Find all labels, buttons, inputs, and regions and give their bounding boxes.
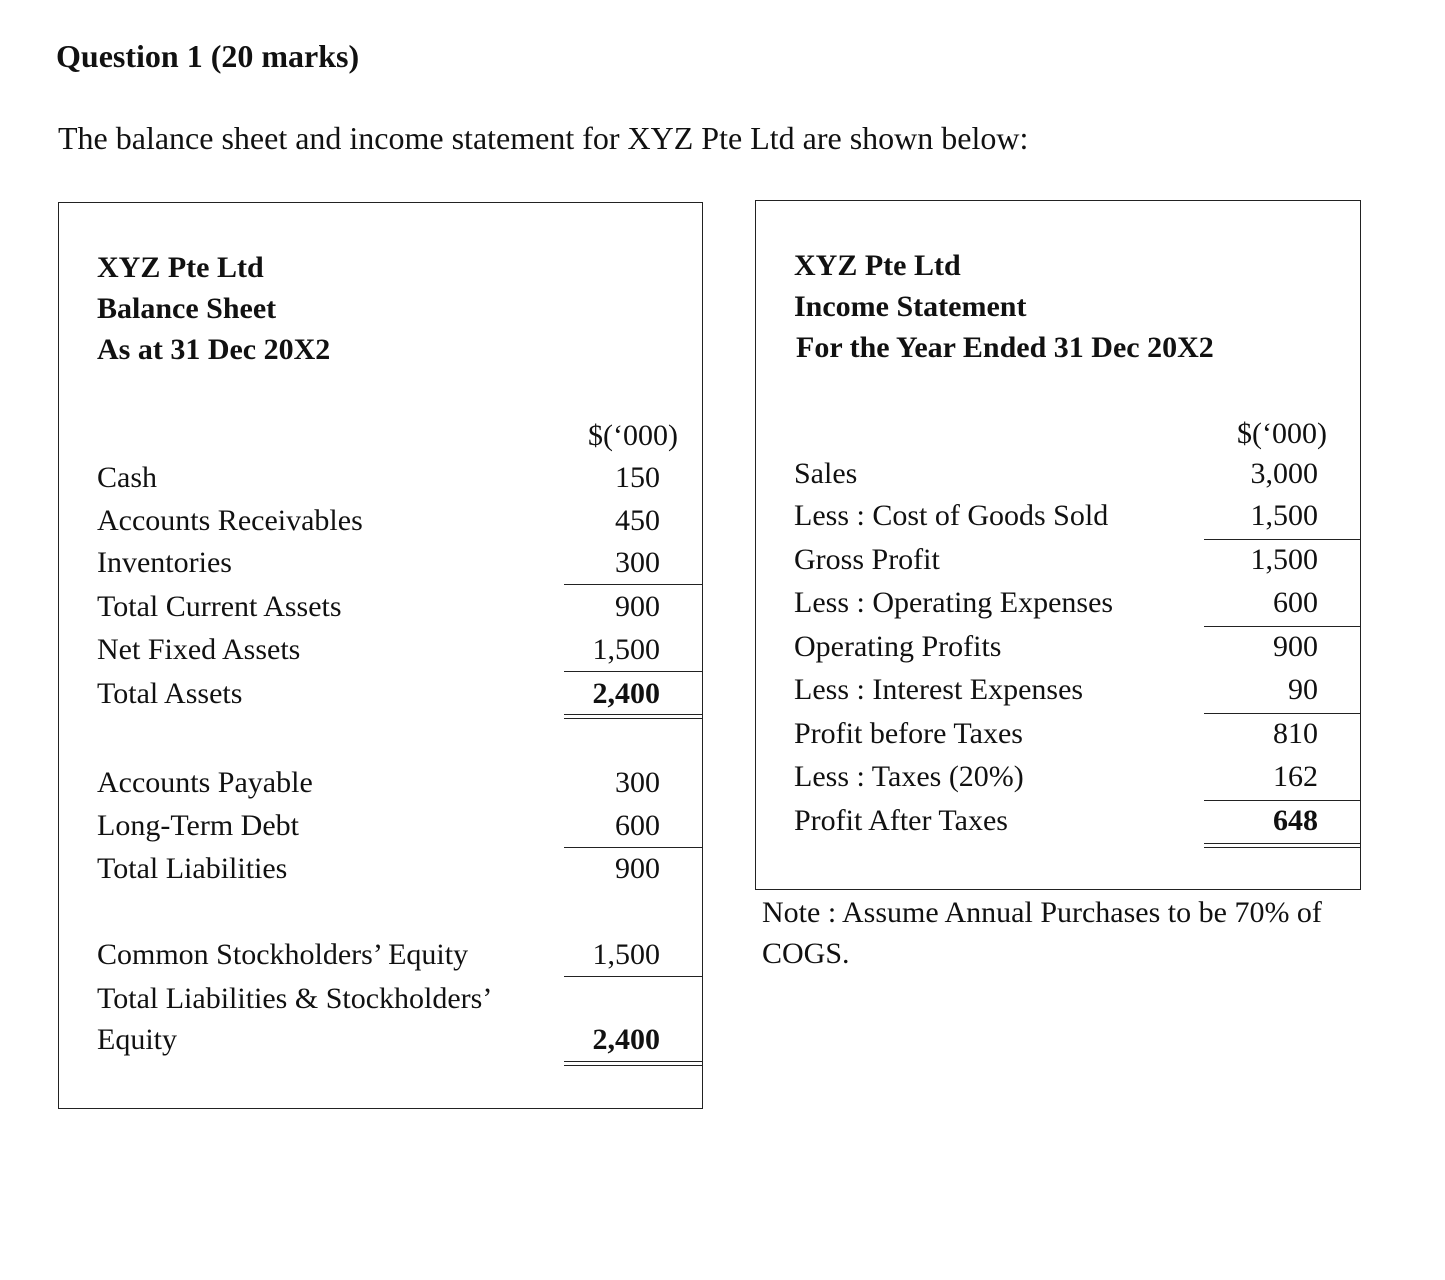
bs-label-cash: Cash — [97, 461, 157, 494]
bs-rule-subtotal-current — [564, 584, 702, 585]
is-value-sales: 3,000 — [1250, 457, 1318, 490]
is-label-taxes: Less : Taxes (20%) — [794, 760, 1024, 793]
is-value-profit-before-taxes: 810 — [1273, 717, 1318, 750]
bs-double-rule-total-liab-equity — [564, 1061, 702, 1066]
is-title: Income Statement — [794, 290, 1027, 323]
bs-label-inventories: Inventories — [97, 546, 232, 579]
purchases-note: Note : Assume Annual Purchases to be 70% of COGS. — [762, 896, 1322, 970]
bs-label-long-term-debt: Long-Term Debt — [97, 809, 300, 842]
is-company: XYZ Pte Ltd — [794, 249, 961, 282]
income-statement-panel — [755, 200, 1361, 890]
bs-label-accounts-receivables: Accounts Receivables — [97, 504, 363, 537]
bs-value-common-equity: 1,500 — [592, 938, 660, 971]
bs-label-total-liab-equity-line2: Equity — [97, 1023, 177, 1056]
is-label-sales: Sales — [794, 457, 858, 490]
is-double-rule-pat — [1204, 843, 1360, 848]
bs-value-net-fixed-assets: 1,500 — [592, 633, 660, 666]
is-label-cogs: Less : Cost of Goods Sold — [794, 499, 1109, 532]
is-value-taxes: 162 — [1273, 760, 1318, 793]
bs-value-total-current-assets: 900 — [615, 590, 660, 623]
is-label-profit-before-taxes: Profit before Taxes — [794, 717, 1023, 750]
is-value-profit-after-taxes: 648 — [1273, 804, 1318, 837]
is-label-interest-expenses: Less : Interest Expenses — [794, 673, 1084, 706]
is-label-operating-profits: Operating Profits — [794, 630, 1002, 663]
bs-value-total-assets: 2,400 — [592, 677, 660, 710]
is-label-operating-expenses: Less : Operating Expenses — [794, 586, 1114, 619]
is-value-cogs: 1,500 — [1250, 499, 1318, 532]
is-value-interest-expenses: 90 — [1288, 673, 1318, 706]
balance-sheet-panel — [58, 202, 703, 1109]
bs-rule-subtotal-assets — [564, 671, 702, 672]
bs-rule-subtotal-liabilities — [564, 847, 702, 848]
bs-value-total-liabilities: 900 — [615, 852, 660, 885]
bs-label-net-fixed-assets: Net Fixed Assets — [97, 633, 301, 666]
bs-label-total-assets: Total Assets — [97, 677, 243, 710]
bs-value-inventories: 300 — [615, 546, 660, 579]
bs-value-long-term-debt: 600 — [615, 809, 660, 842]
is-rule-operating — [1204, 626, 1360, 627]
is-label-profit-after-taxes: Profit After Taxes — [794, 804, 1008, 837]
bs-unit-header: $(‘000) — [588, 419, 678, 452]
is-rule-pat — [1204, 800, 1360, 801]
bs-date: As at 31 Dec 20X2 — [97, 333, 331, 366]
is-value-gross-profit: 1,500 — [1250, 543, 1318, 576]
bs-rule-subtotal-equity — [564, 976, 702, 977]
bs-value-total-liab-equity: 2,400 — [592, 1023, 660, 1056]
bs-double-rule-total-assets — [564, 714, 702, 719]
bs-label-total-liab-equity-line1: Total Liabilities & Stockholders’ — [97, 982, 493, 1015]
bs-label-common-equity: Common Stockholders’ Equity — [97, 938, 469, 971]
intro-text: The balance sheet and income statement for XYZ Pte Ltd are shown below: — [58, 120, 1029, 156]
is-value-operating-expenses: 600 — [1273, 586, 1318, 619]
is-rule-gross — [1204, 539, 1360, 540]
bs-value-cash: 150 — [615, 461, 660, 494]
is-value-operating-profits: 900 — [1273, 630, 1318, 663]
bs-label-accounts-payable: Accounts Payable — [97, 766, 313, 799]
question-title: Question 1 (20 marks) — [56, 38, 360, 74]
bs-label-total-liabilities: Total Liabilities — [97, 852, 288, 885]
is-rule-pbt — [1204, 713, 1360, 714]
bs-title: Balance Sheet — [97, 292, 277, 325]
is-period: For the Year Ended 31 Dec 20X2 — [796, 331, 1214, 364]
bs-value-accounts-receivables: 450 — [615, 504, 660, 537]
bs-label-total-current-assets: Total Current Assets — [97, 590, 342, 623]
bs-value-accounts-payable: 300 — [615, 766, 660, 799]
is-unit-header: $(‘000) — [1237, 417, 1327, 450]
bs-company: XYZ Pte Ltd — [97, 251, 264, 284]
is-label-gross-profit: Gross Profit — [794, 543, 940, 576]
